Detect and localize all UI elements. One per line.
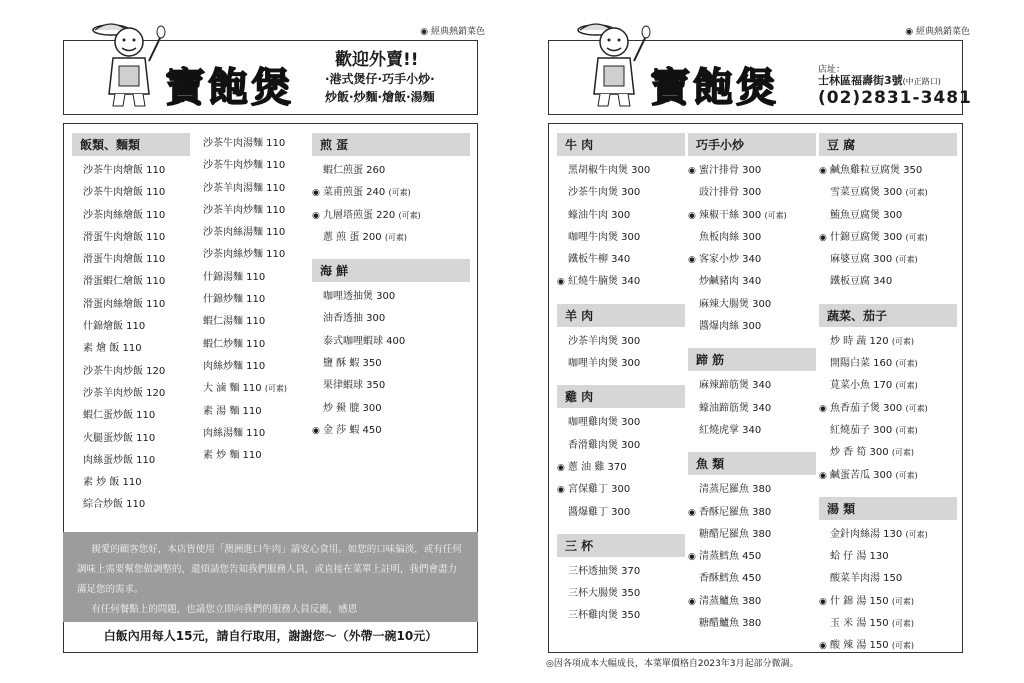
bestseller-mark-icon: ◉ (688, 255, 696, 266)
menu-item (557, 205, 685, 227)
menu-item-text: 宮保雞丁 300 (568, 484, 631, 496)
menu-item (688, 249, 816, 271)
menu-item-text: 蝦仁煎蛋 260 (323, 165, 386, 176)
vegetarian-option-tag: (可素) (264, 384, 288, 394)
menu-column (819, 133, 957, 658)
menu-item (819, 160, 957, 182)
bestseller-mark-icon: ◉ (312, 188, 320, 199)
menu-item-text: 香滑雞肉煲 300 (568, 439, 641, 451)
menu-column (312, 133, 470, 442)
menu-item (688, 613, 816, 635)
menu-item (819, 227, 957, 249)
chef-mascot-icon (89, 16, 169, 111)
bestseller-legend: ◉ 經典熱銷菜色 (905, 27, 970, 37)
phone-number: (02)2831-3481 (818, 88, 972, 108)
menu-item (688, 398, 816, 420)
menu-item-text: 油香透抽 300 (323, 313, 386, 325)
vegetarian-option-tag: (可素) (891, 448, 915, 458)
menu-item (72, 450, 190, 472)
menu-item (557, 435, 685, 457)
menu-item-text: 酸菜羊肉湯 150 (830, 573, 903, 585)
menu-item-text: 鹽 酥 蝦 350 (323, 358, 382, 370)
menu-item-text: 沙茶牛肉炒麵 110 (203, 160, 286, 172)
menu-item-text: 醬爆雞丁 300 (568, 506, 631, 518)
slogan-line-1: ·港式煲仔·巧手小炒· (325, 72, 435, 86)
menu-item-text: 沙茶牛肉煲 300 (568, 187, 641, 199)
menu-item (557, 502, 685, 524)
menu-item-text: 滑蛋牛肉燴飯 110 (83, 231, 166, 243)
menu-item (557, 160, 685, 182)
menu-item-text: 咖哩雞肉煲 300 (568, 417, 641, 429)
menu-item-text: 沙茶羊肉煲 300 (568, 335, 641, 347)
menu-item (192, 200, 310, 222)
menu-item-text: 蠔油蹄筋煲 340 (699, 402, 772, 414)
menu-item-text: 什 錦 湯 150 (830, 595, 889, 607)
menu-item-text: 香酥鱈魚 450 (699, 573, 762, 585)
menu-item (819, 635, 957, 657)
menu-item (819, 398, 957, 420)
menu-item (192, 401, 310, 423)
address (818, 72, 941, 88)
menu-item (688, 479, 816, 501)
menu-item-text: 什錦燴飯 110 (83, 321, 146, 333)
menu-item (72, 383, 190, 405)
menu-item-text: 綜合炒飯 110 (83, 499, 146, 511)
menu-item-text: 玉 米 湯 150 (830, 618, 889, 630)
menu-item (688, 182, 816, 204)
menu-item-text: 清蒸鱸魚 380 (699, 595, 762, 607)
menu-item-text: 鮪魚豆腐煲 300 (830, 209, 903, 221)
address-text: 士林區福壽街3號 (818, 74, 903, 87)
menu-item-text: 滑蛋蝦仁燴飯 110 (83, 276, 166, 288)
bestseller-mark-icon: ◉ (688, 507, 696, 518)
right-menu-page (540, 0, 980, 683)
menu-item (557, 271, 685, 293)
menu-item (312, 308, 470, 330)
menu-item-text: 肉絲蛋炒飯 110 (83, 454, 156, 466)
menu-item-text: 九層塔煎蛋 220 (323, 209, 396, 221)
menu-column (688, 133, 816, 635)
bestseller-mark-icon: ◉ (688, 210, 696, 221)
menu-item-text: 開陽白菜 160 (830, 358, 893, 370)
menu-item-text: 鐵板牛柳 340 (568, 254, 631, 266)
menu-item (688, 160, 816, 182)
menu-item (819, 271, 957, 293)
customer-notice (63, 532, 478, 622)
menu-item (312, 375, 470, 397)
menu-item-text: 三杯透抽煲 370 (568, 565, 641, 577)
menu-item-text: 素 燴 飯 110 (83, 343, 142, 355)
menu-item-text: 沙茶牛肉燴飯 110 (83, 187, 166, 199)
menu-item (72, 271, 190, 293)
bestseller-mark-icon: ◉ (688, 552, 696, 563)
menu-item (72, 182, 190, 204)
menu-item (72, 361, 190, 383)
menu-item (819, 182, 957, 204)
menu-item-text: 什錦湯麵 110 (203, 271, 266, 283)
menu-item (312, 420, 470, 442)
section-gap (557, 375, 685, 385)
menu-item-text: 蠔油牛肉 300 (568, 209, 631, 221)
section-gap (688, 442, 816, 452)
menu-item-text: 莧菜小魚 170 (830, 380, 893, 392)
menu-item-text: 沙茶牛肉燴飯 110 (83, 165, 166, 176)
menu-item-text: 咖哩羊肉煲 300 (568, 358, 641, 370)
menu-item (819, 524, 957, 546)
menu-item-text: 蝦仁湯麵 110 (203, 316, 266, 328)
menu-item (819, 375, 957, 397)
menu-item-text: 三杯雞肉煲 350 (568, 610, 641, 622)
menu-item (688, 420, 816, 442)
menu-item-text: 鹹魚雞粒豆腐煲 350 (830, 165, 923, 176)
menu-item (557, 249, 685, 271)
menu-item (557, 227, 685, 249)
menu-item (688, 316, 816, 338)
menu-item (557, 479, 685, 501)
menu-item (72, 494, 190, 516)
bestseller-mark-icon: ◉ (557, 462, 565, 473)
menu-item-text: 沙茶羊肉炒麵 110 (203, 204, 286, 216)
bestseller-mark-icon: ◉ (819, 403, 827, 414)
vegetarian-option-tag: (可素) (891, 619, 915, 629)
menu-item (192, 155, 310, 177)
menu-item-text: 滑蛋牛肉燴飯 110 (83, 254, 166, 266)
menu-item (688, 546, 816, 568)
menu-item-text: 蜜汁排骨 300 (699, 165, 762, 176)
bestseller-mark-icon: ◉ (819, 596, 827, 607)
menu-item (72, 249, 190, 271)
vegetarian-option-tag: (可素) (895, 425, 918, 435)
vegetarian-option-tag: (可素) (388, 188, 411, 198)
menu-column (72, 133, 190, 517)
vegetarian-option-tag: (可素) (891, 336, 915, 346)
menu-item-text: 沙茶牛肉炒飯 120 (83, 365, 166, 377)
menu-item-text: 素 炒 麵 110 (203, 450, 262, 462)
menu-item-text: 沙茶肉絲炒麵 110 (203, 249, 286, 261)
menu-item-text: 咖哩透抽煲 300 (323, 291, 396, 303)
rice-footer-note: 白飯內用每人15元，請自行取用，謝謝您～（外帶一碗10元） (103, 629, 438, 643)
menu-item (72, 472, 190, 494)
vegetarian-option-tag: (可素) (905, 188, 928, 198)
bestseller-mark-icon: ◉ (819, 470, 827, 481)
menu-item-text: 肉絲湯麵 110 (203, 427, 266, 439)
menu-item (312, 205, 470, 227)
menu-item (819, 568, 957, 590)
menu-item (312, 398, 470, 420)
menu-item (688, 502, 816, 524)
slogan-line-2: 炒飯·炒麵·燴飯·湯麵 (325, 90, 435, 104)
bestseller-legend: ◉ 經典熱銷菜色 (420, 27, 485, 37)
menu-item (72, 294, 190, 316)
menu-item-text: 鐵板豆腐 340 (830, 276, 893, 288)
menu-column (192, 133, 310, 467)
menu-item (819, 591, 957, 613)
vegetarian-option-tag: (可素) (891, 641, 915, 651)
address-note: (中正路口) (902, 77, 941, 86)
category-header: 巧手小炒 (688, 133, 816, 156)
category-header: 牛 肉 (557, 133, 685, 156)
category-header: 海 鮮 (312, 259, 470, 282)
restaurant-logo: 寶飽煲 (165, 64, 294, 111)
section-gap (557, 294, 685, 304)
menu-item (819, 546, 957, 568)
category-header: 羊 肉 (557, 304, 685, 327)
menu-item-text: 魚香茄子煲 300 (830, 402, 903, 414)
category-header: 湯 類 (819, 497, 957, 520)
vegetarian-option-tag: (可素) (895, 359, 918, 369)
category-header: 蹄 筋 (688, 348, 816, 371)
menu-item-text: 蝦仁蛋炒飯 110 (83, 410, 156, 422)
menu-item-text: 麻辣大腸煲 300 (699, 298, 772, 310)
menu-item-text: 素 湯 麵 110 (203, 405, 262, 417)
menu-item (72, 316, 190, 338)
section-gap (312, 249, 470, 259)
bestseller-mark-icon: ◉ (819, 232, 827, 243)
menu-item (72, 227, 190, 249)
menu-item-text: 鹹蛋苦瓜 300 (830, 469, 893, 481)
menu-item-text: 麻辣蹄筋煲 340 (699, 380, 772, 392)
menu-item-text: 醬爆肉絲 300 (699, 321, 762, 333)
menu-item-text: 肉絲炒麵 110 (203, 360, 266, 372)
menu-item (192, 267, 310, 289)
vegetarian-option-tag: (可素) (891, 596, 915, 606)
menu-item (688, 294, 816, 316)
menu-item-text: 豉汁排骨 300 (699, 187, 762, 199)
menu-item (192, 334, 310, 356)
menu-item (192, 423, 310, 445)
menu-item-text: 咖哩牛肉煲 300 (568, 231, 641, 243)
bestseller-mark-icon: ◉ (819, 641, 827, 652)
menu-item-text: 沙茶肉絲湯麵 110 (203, 227, 286, 239)
bestseller-mark-icon: ◉ (819, 166, 827, 176)
menu-item-text: 麻婆豆腐 300 (830, 254, 893, 266)
menu-item (557, 331, 685, 353)
menu-item (557, 583, 685, 605)
category-header: 雞 肉 (557, 385, 685, 408)
section-gap (819, 294, 957, 304)
bestseller-mark-icon: ◉ (688, 596, 696, 607)
menu-item (819, 331, 957, 353)
menu-item (688, 524, 816, 546)
vegetarian-option-tag: (可素) (905, 232, 928, 242)
notice-paragraph: 有任何餐點上的問題，也請您立即向我們的服務人員反應，感恩 (91, 604, 358, 615)
menu-item-text: 火腿蛋炒飯 110 (83, 432, 156, 444)
vegetarian-option-tag: (可素) (384, 232, 408, 242)
menu-item (312, 353, 470, 375)
vegetarian-option-tag: (可素) (764, 210, 787, 220)
left-menu-page (55, 0, 495, 683)
price-adjustment-note: ◎因各項成本大幅成長，本菜單價格自2023年3月起部分微調。 (546, 659, 799, 669)
vegetarian-option-tag: (可素) (905, 403, 928, 413)
menu-item (557, 561, 685, 583)
menu-item (819, 353, 957, 375)
vegetarian-option-tag: (可素) (905, 529, 928, 539)
menu-item (72, 338, 190, 360)
menu-item (192, 133, 310, 155)
vegetarian-option-tag: (可素) (895, 381, 918, 391)
menu-item (312, 286, 470, 308)
bestseller-mark-icon: ◉ (312, 210, 320, 221)
chef-mascot-icon (574, 16, 654, 111)
category-header: 煎 蛋 (312, 133, 470, 156)
section-gap (688, 338, 816, 348)
category-header: 三 杯 (557, 534, 685, 557)
menu-item-text: 紅燒虎掌 340 (699, 424, 762, 436)
menu-item-text: 炒 鱟 膍 300 (323, 402, 382, 414)
menu-item (192, 356, 310, 378)
menu-item (688, 227, 816, 249)
menu-item-text: 果律蝦球 350 (323, 380, 386, 392)
restaurant-logo: 寶飽煲 (650, 64, 779, 111)
vegetarian-option-tag: (可素) (895, 255, 918, 265)
menu-item-text: 炒 時 蔬 120 (830, 335, 889, 347)
address-label: 店址： (818, 65, 846, 75)
vegetarian-option-tag: (可素) (895, 470, 918, 480)
menu-item-text: 糖醋尼羅魚 380 (699, 528, 772, 540)
menu-item (557, 457, 685, 479)
menu-item-text: 香酥尼羅魚 380 (699, 506, 772, 518)
menu-item (557, 412, 685, 434)
menu-item-text: 蔥 煎 蛋 200 (323, 231, 382, 243)
bestseller-mark-icon: ◉ (557, 485, 565, 496)
menu-item-text: 黑胡椒牛肉煲 300 (568, 165, 651, 176)
menu-item-text: 酸 辣 湯 150 (830, 640, 889, 652)
menu-item-text: 蔥 油 雞 370 (568, 461, 627, 473)
menu-item-text: 沙茶羊肉炒飯 120 (83, 387, 166, 399)
menu-item (557, 353, 685, 375)
menu-item-text: 泰式咖哩蝦球 400 (323, 335, 406, 347)
menu-item-text: 魚板肉絲 300 (699, 231, 762, 243)
menu-item-text: 滑蛋肉絲燴飯 110 (83, 298, 166, 310)
menu-item (819, 205, 957, 227)
menu-item (192, 378, 310, 400)
category-header: 飯類、麵類 (72, 133, 190, 156)
menu-item (72, 428, 190, 450)
bestseller-mark-icon: ◉ (312, 425, 320, 436)
menu-item-text: 素 炒 飯 110 (83, 477, 142, 489)
menu-item (312, 227, 470, 249)
notice-paragraph: 親愛的顧客您好，本店皆使用「澳洲進口牛肉」請安心食用。如您的口味偏淡，或有任何調味上需要幫您做調整的，還煩請您告知我們服務人員，或直接在菜單上註明，我們會盡力滿足您的需求。 (77, 544, 462, 595)
menu-item (688, 568, 816, 590)
menu-item-text: 沙茶肉絲燴飯 110 (83, 209, 166, 221)
menu-item-text: 大 滷 麵 110 (203, 383, 262, 395)
menu-item-text: 清蒸尼羅魚 380 (699, 484, 772, 496)
menu-item-text: 沙茶羊肉湯麵 110 (203, 182, 286, 194)
menu-item-text: 蝦仁炒麵 110 (203, 338, 266, 350)
menu-item (192, 311, 310, 333)
menu-item (688, 271, 816, 293)
takeout-slogan: 歡迎外賣!! (335, 50, 419, 70)
menu-item (819, 442, 957, 464)
menu-item-text: 清蒸鱈魚 450 (699, 551, 762, 563)
menu-item (192, 244, 310, 266)
menu-item-text: 紅燒茄子 300 (830, 424, 893, 436)
menu-item (557, 182, 685, 204)
bestseller-mark-icon: ◉ (557, 277, 565, 288)
menu-item (688, 205, 816, 227)
category-header: 豆 腐 (819, 133, 957, 156)
menu-item (557, 605, 685, 627)
menu-item-text: 什錦炒麵 110 (203, 294, 266, 306)
menu-item (819, 249, 957, 271)
menu-item-text: 三杯大腸煲 350 (568, 588, 641, 600)
menu-item (819, 465, 957, 487)
category-header: 蔬菜、茄子 (819, 304, 957, 327)
menu-item (192, 289, 310, 311)
menu-item-text: 金針肉絲湯 130 (830, 528, 903, 540)
menu-item-text: 紅燒牛腩煲 340 (568, 276, 641, 288)
menu-item (312, 331, 470, 353)
menu-item (688, 375, 816, 397)
menu-item-text: 金 莎 蝦 450 (323, 424, 382, 436)
menu-column (557, 133, 685, 628)
menu-item-text: 客家小炒 340 (699, 254, 762, 266)
menu-item (312, 182, 470, 204)
menu-item-text: 辣椒干絲 300 (699, 209, 762, 221)
category-header: 魚 類 (688, 452, 816, 475)
menu-item-text: 蛤 仔 湯 130 (830, 551, 889, 563)
menu-item-text: 糖醋鱸魚 380 (699, 618, 762, 630)
menu-item (192, 178, 310, 200)
menu-item (819, 613, 957, 635)
menu-item-text: 雪菜豆腐煲 300 (830, 187, 903, 199)
menu-item (72, 160, 190, 182)
menu-item (72, 405, 190, 427)
bestseller-mark-icon: ◉ (688, 166, 696, 176)
section-gap (557, 524, 685, 534)
menu-item-text: 沙茶牛肉湯麵 110 (203, 138, 286, 149)
menu-item (312, 160, 470, 182)
menu-item-text: 炒 香 筍 300 (830, 447, 889, 459)
section-gap (819, 487, 957, 497)
vegetarian-option-tag: (可素) (398, 210, 421, 220)
menu-item (688, 591, 816, 613)
menu-item (72, 205, 190, 227)
menu-item-text: 什錦豆腐煲 300 (830, 231, 903, 243)
menu-item-text: 菜甫煎蛋 240 (323, 187, 386, 199)
menu-item (192, 222, 310, 244)
menu-item-text: 炒鹹豬肉 340 (699, 276, 762, 288)
menu-item (192, 445, 310, 467)
menu-item (819, 420, 957, 442)
